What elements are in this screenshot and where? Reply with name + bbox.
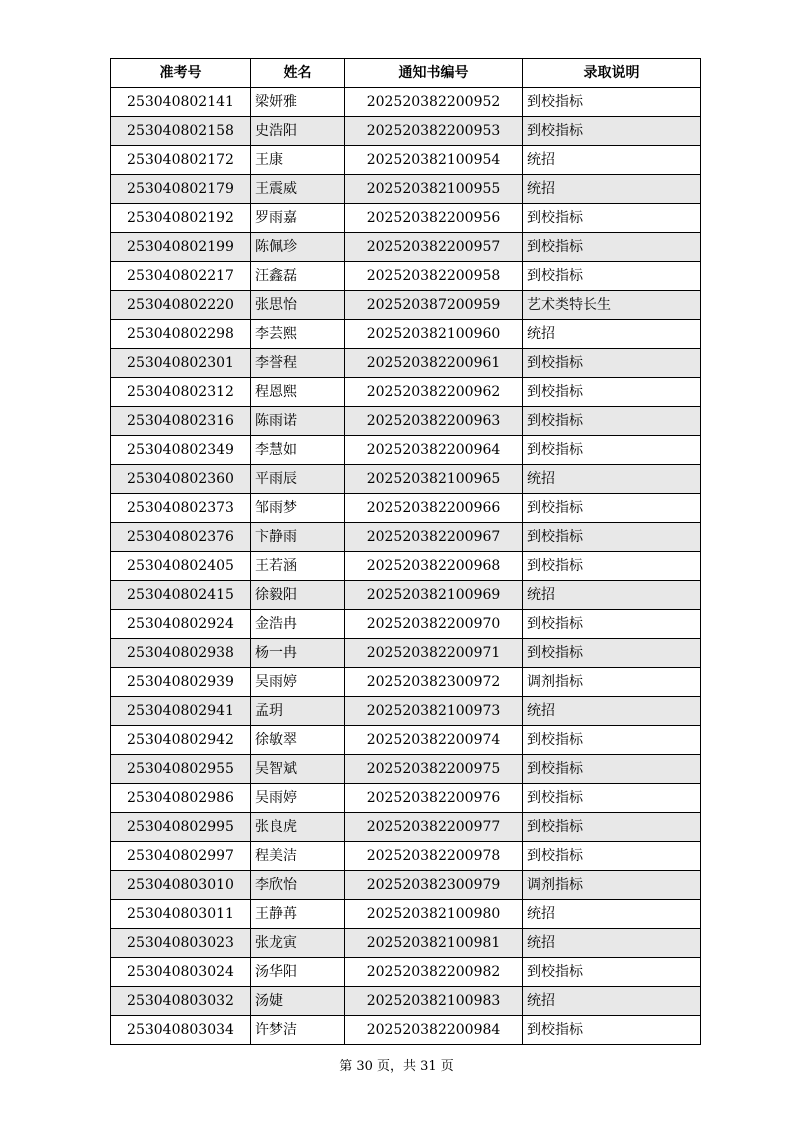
table-row <box>111 668 701 697</box>
notice-number-cell: 202520382200975 <box>345 755 523 784</box>
table-row <box>111 1016 701 1045</box>
admission-note-cell: 到校指标 <box>523 378 701 407</box>
student-name-cell: 程美洁 <box>251 842 345 871</box>
ticket-number-cell: 253040802415 <box>111 581 251 610</box>
admission-table <box>110 58 701 1045</box>
table-row <box>111 378 701 407</box>
admission-note-cell: 到校指标 <box>523 610 701 639</box>
student-name-cell: 史浩阳 <box>251 117 345 146</box>
ticket-number-cell: 253040802179 <box>111 175 251 204</box>
student-name-cell: 邹雨梦 <box>251 494 345 523</box>
notice-number-cell: 202520382100960 <box>345 320 523 349</box>
admission-note-cell: 到校指标 <box>523 204 701 233</box>
ticket-number-cell: 253040802373 <box>111 494 251 523</box>
table-row <box>111 117 701 146</box>
page-footer: 第 30 页，共 31 页 <box>339 1059 454 1074</box>
student-name-cell: 孟玥 <box>251 697 345 726</box>
notice-number-cell: 202520382100955 <box>345 175 523 204</box>
ticket-number-cell: 253040802192 <box>111 204 251 233</box>
ticket-number-cell: 253040802141 <box>111 88 251 117</box>
admission-note-cell: 到校指标 <box>523 639 701 668</box>
ticket-number-cell: 253040803010 <box>111 871 251 900</box>
table-row <box>111 929 701 958</box>
notice-number-cell: 202520382200982 <box>345 958 523 987</box>
header-name: 姓名 <box>251 59 345 88</box>
table-row <box>111 175 701 204</box>
student-name-cell: 梁妍雅 <box>251 88 345 117</box>
admission-note-cell: 到校指标 <box>523 494 701 523</box>
header-notice-number: 通知书编号 <box>345 59 523 88</box>
ticket-number-cell: 253040802942 <box>111 726 251 755</box>
admission-note-cell: 统招 <box>523 929 701 958</box>
admission-note-cell: 到校指标 <box>523 349 701 378</box>
header-ticket-number: 准考号 <box>111 59 251 88</box>
student-name-cell: 陈雨诺 <box>251 407 345 436</box>
student-name-cell: 汪鑫磊 <box>251 262 345 291</box>
student-name-cell: 吴雨婷 <box>251 668 345 697</box>
student-name-cell: 王静苒 <box>251 900 345 929</box>
table-row <box>111 523 701 552</box>
notice-number-cell: 202520382100954 <box>345 146 523 175</box>
ticket-number-cell: 253040802298 <box>111 320 251 349</box>
ticket-number-cell: 253040803032 <box>111 987 251 1016</box>
student-name-cell: 杨一冉 <box>251 639 345 668</box>
student-name-cell: 张良虎 <box>251 813 345 842</box>
notice-number-cell: 202520382200977 <box>345 813 523 842</box>
student-name-cell: 金浩冉 <box>251 610 345 639</box>
student-name-cell: 李誉程 <box>251 349 345 378</box>
notice-number-cell: 202520382100983 <box>345 987 523 1016</box>
ticket-number-cell: 253040802360 <box>111 465 251 494</box>
admission-note-cell: 统招 <box>523 146 701 175</box>
ticket-number-cell: 253040802938 <box>111 639 251 668</box>
notice-number-cell: 202520382200971 <box>345 639 523 668</box>
notice-number-cell: 202520382200963 <box>345 407 523 436</box>
ticket-number-cell: 253040802941 <box>111 697 251 726</box>
ticket-number-cell: 253040802376 <box>111 523 251 552</box>
ticket-number-cell: 253040802312 <box>111 378 251 407</box>
admission-note-cell: 到校指标 <box>523 784 701 813</box>
notice-number-cell: 202520382200961 <box>345 349 523 378</box>
student-name-cell: 陈佩珍 <box>251 233 345 262</box>
notice-number-cell: 202520382200968 <box>345 552 523 581</box>
ticket-number-cell: 253040802158 <box>111 117 251 146</box>
admission-note-cell: 到校指标 <box>523 755 701 784</box>
ticket-number-cell: 253040803024 <box>111 958 251 987</box>
notice-number-cell: 202520382200952 <box>345 88 523 117</box>
notice-number-cell: 202520382200978 <box>345 842 523 871</box>
notice-number-cell: 202520382200984 <box>345 1016 523 1045</box>
student-name-cell: 李慧如 <box>251 436 345 465</box>
admission-note-cell: 统招 <box>523 320 701 349</box>
student-name-cell: 徐敏翠 <box>251 726 345 755</box>
ticket-number-cell: 253040802939 <box>111 668 251 697</box>
admission-note-cell: 到校指标 <box>523 233 701 262</box>
table-row <box>111 349 701 378</box>
notice-number-cell: 202520382300972 <box>345 668 523 697</box>
admission-note-cell: 统招 <box>523 581 701 610</box>
student-name-cell: 汤华阳 <box>251 958 345 987</box>
student-name-cell: 王康 <box>251 146 345 175</box>
table-row <box>111 465 701 494</box>
table-row <box>111 871 701 900</box>
student-name-cell: 李芸熙 <box>251 320 345 349</box>
student-name-cell: 许梦洁 <box>251 1016 345 1045</box>
admission-note-cell: 统招 <box>523 987 701 1016</box>
notice-number-cell: 202520382200970 <box>345 610 523 639</box>
admission-note-cell: 到校指标 <box>523 726 701 755</box>
ticket-number-cell: 253040802349 <box>111 436 251 465</box>
notice-number-cell: 202520382200976 <box>345 784 523 813</box>
admission-note-cell: 调剂指标 <box>523 668 701 697</box>
ticket-number-cell: 253040802997 <box>111 842 251 871</box>
notice-number-cell: 202520382200974 <box>345 726 523 755</box>
table-row <box>111 697 701 726</box>
student-name-cell: 汤婕 <box>251 987 345 1016</box>
admission-note-cell: 到校指标 <box>523 407 701 436</box>
table-row <box>111 233 701 262</box>
admission-note-cell: 艺术类特长生 <box>523 291 701 320</box>
ticket-number-cell: 253040802199 <box>111 233 251 262</box>
table-row <box>111 407 701 436</box>
student-name-cell: 李欣怡 <box>251 871 345 900</box>
notice-number-cell: 202520382200964 <box>345 436 523 465</box>
admission-note-cell: 统招 <box>523 465 701 494</box>
ticket-number-cell: 253040803011 <box>111 900 251 929</box>
admission-note-cell: 到校指标 <box>523 117 701 146</box>
student-name-cell: 吴雨婷 <box>251 784 345 813</box>
ticket-number-cell: 253040802220 <box>111 291 251 320</box>
notice-number-cell: 202520382200956 <box>345 204 523 233</box>
admission-note-cell: 统招 <box>523 175 701 204</box>
admission-note-cell: 到校指标 <box>523 552 701 581</box>
table-row <box>111 552 701 581</box>
table-body <box>111 88 701 1045</box>
ticket-number-cell: 253040803034 <box>111 1016 251 1045</box>
table-row <box>111 291 701 320</box>
student-name-cell: 徐毅阳 <box>251 581 345 610</box>
table-row <box>111 88 701 117</box>
table-row <box>111 581 701 610</box>
student-name-cell: 张龙寅 <box>251 929 345 958</box>
notice-number-cell: 202520382200966 <box>345 494 523 523</box>
admission-note-cell: 调剂指标 <box>523 871 701 900</box>
table-row <box>111 813 701 842</box>
notice-number-cell: 202520382300979 <box>345 871 523 900</box>
admission-note-cell: 到校指标 <box>523 1016 701 1045</box>
notice-number-cell: 202520382200967 <box>345 523 523 552</box>
admission-note-cell: 到校指标 <box>523 842 701 871</box>
ticket-number-cell: 253040802172 <box>111 146 251 175</box>
ticket-number-cell: 253040802217 <box>111 262 251 291</box>
ticket-number-cell: 253040802995 <box>111 813 251 842</box>
header-admission-note: 录取说明 <box>523 59 701 88</box>
notice-number-cell: 202520382100973 <box>345 697 523 726</box>
notice-number-cell: 202520382200958 <box>345 262 523 291</box>
admission-note-cell: 到校指标 <box>523 88 701 117</box>
table-row <box>111 494 701 523</box>
table-row <box>111 958 701 987</box>
notice-number-cell: 202520382200953 <box>345 117 523 146</box>
student-name-cell: 王若涵 <box>251 552 345 581</box>
table-row <box>111 320 701 349</box>
table-row <box>111 610 701 639</box>
admission-note-cell: 到校指标 <box>523 523 701 552</box>
notice-number-cell: 202520382100969 <box>345 581 523 610</box>
notice-number-cell: 202520382100981 <box>345 929 523 958</box>
admission-note-cell: 到校指标 <box>523 958 701 987</box>
ticket-number-cell: 253040803023 <box>111 929 251 958</box>
ticket-number-cell: 253040802316 <box>111 407 251 436</box>
table-row <box>111 204 701 233</box>
notice-number-cell: 202520382200962 <box>345 378 523 407</box>
ticket-number-cell: 253040802405 <box>111 552 251 581</box>
ticket-number-cell: 253040802955 <box>111 755 251 784</box>
table-row <box>111 755 701 784</box>
ticket-number-cell: 253040802986 <box>111 784 251 813</box>
ticket-number-cell: 253040802924 <box>111 610 251 639</box>
admission-note-cell: 统招 <box>523 697 701 726</box>
table-row <box>111 436 701 465</box>
student-name-cell: 罗雨嘉 <box>251 204 345 233</box>
table-header-row <box>111 59 701 88</box>
student-name-cell: 平雨辰 <box>251 465 345 494</box>
student-name-cell: 王震威 <box>251 175 345 204</box>
table-row <box>111 987 701 1016</box>
table-row <box>111 784 701 813</box>
table-row <box>111 726 701 755</box>
admission-note-cell: 到校指标 <box>523 262 701 291</box>
table-row <box>111 146 701 175</box>
notice-number-cell: 202520382200957 <box>345 233 523 262</box>
admission-note-cell: 统招 <box>523 900 701 929</box>
ticket-number-cell: 253040802301 <box>111 349 251 378</box>
notice-number-cell: 202520382100980 <box>345 900 523 929</box>
table-row <box>111 262 701 291</box>
student-name-cell: 张思怡 <box>251 291 345 320</box>
notice-number-cell: 202520382100965 <box>345 465 523 494</box>
admission-note-cell: 到校指标 <box>523 813 701 842</box>
student-name-cell: 吴智斌 <box>251 755 345 784</box>
student-name-cell: 卞静雨 <box>251 523 345 552</box>
table-row <box>111 842 701 871</box>
table-row <box>111 639 701 668</box>
student-name-cell: 程恩熙 <box>251 378 345 407</box>
notice-number-cell: 202520387200959 <box>345 291 523 320</box>
admission-note-cell: 到校指标 <box>523 436 701 465</box>
table-row <box>111 900 701 929</box>
